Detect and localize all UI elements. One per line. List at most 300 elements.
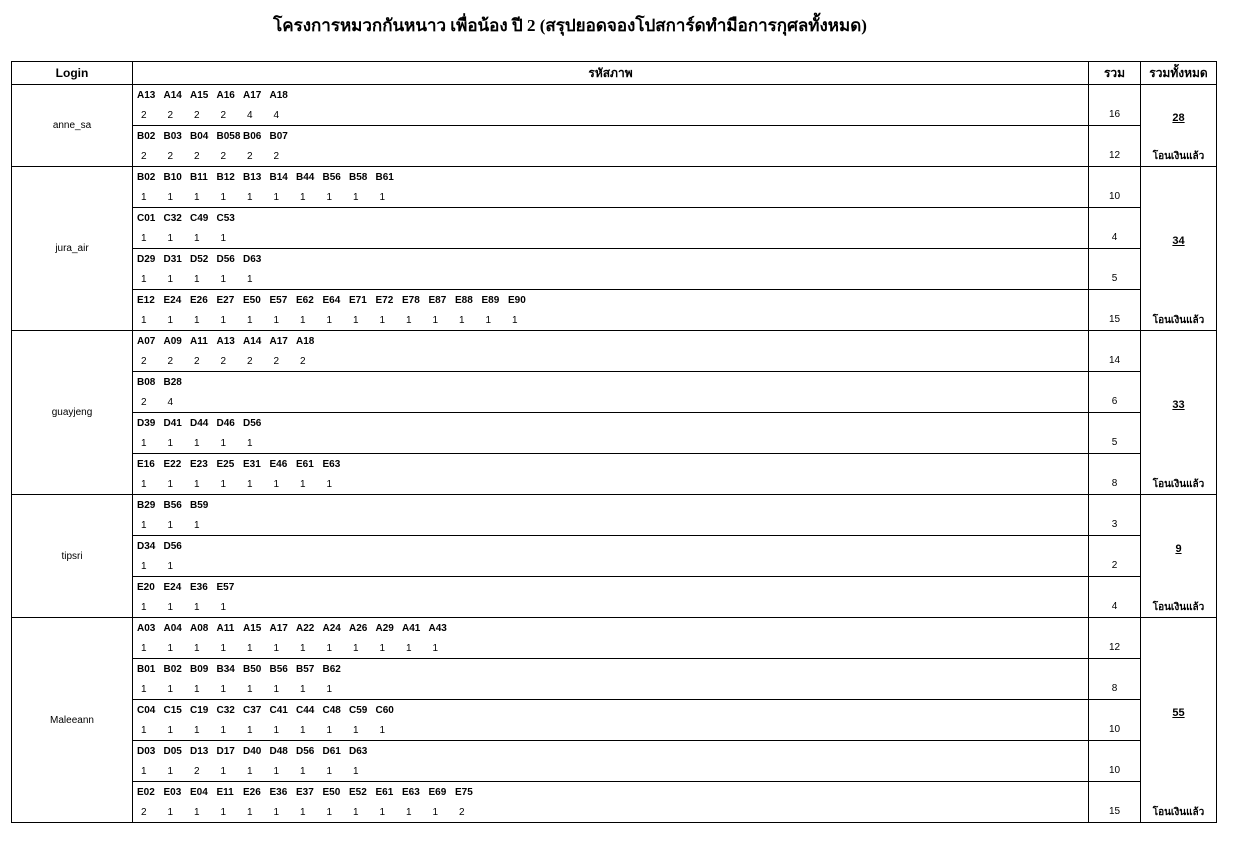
table-row (12, 167, 1217, 208)
group-sum: 15 (1108, 806, 1121, 817)
image-code: D03 (137, 746, 156, 757)
group-sum-cell (1089, 495, 1141, 536)
code-line (133, 208, 1088, 228)
image-code: E20 (137, 582, 155, 593)
image-code: A18 (296, 336, 315, 347)
image-code: D17 (216, 746, 235, 757)
login-cell: guayjeng (12, 331, 133, 495)
image-qty: 1 (353, 192, 359, 203)
codes-cell (133, 126, 1089, 167)
image-qty: 1 (141, 602, 147, 613)
user-total: 28 (1172, 112, 1185, 124)
image-code: B56 (269, 664, 288, 675)
image-code: D63 (243, 254, 262, 265)
code-line (133, 700, 1088, 720)
image-qty: 1 (326, 766, 333, 777)
image-qty: 1 (220, 602, 227, 613)
image-code: B03 (163, 131, 182, 142)
image-code: B62 (322, 664, 341, 675)
image-qty: 1 (141, 479, 147, 490)
table-row (12, 536, 1217, 577)
image-qty: 2 (167, 110, 174, 121)
image-code: A41 (402, 623, 421, 634)
image-qty: 1 (273, 684, 280, 695)
image-code: D13 (190, 746, 209, 757)
group-sum: 3 (1111, 519, 1118, 530)
user-total: 33 (1172, 399, 1185, 411)
codes-cell (133, 85, 1089, 126)
qty-line (133, 269, 1088, 289)
image-code: A07 (137, 336, 156, 347)
image-code: B06 (243, 131, 262, 142)
table-row (12, 208, 1217, 249)
group-sum: 16 (1108, 109, 1121, 120)
image-qty: 2 (141, 151, 147, 162)
user-total-cell (1141, 495, 1217, 618)
image-qty: 1 (432, 807, 439, 818)
image-code: C48 (322, 705, 341, 716)
image-qty: 1 (379, 315, 386, 326)
image-qty: 1 (326, 725, 333, 736)
code-line (133, 413, 1088, 433)
codes-cell (133, 331, 1089, 372)
image-code: E75 (455, 787, 473, 798)
image-qty: 1 (247, 643, 253, 654)
image-code: C41 (269, 705, 288, 716)
image-qty: 1 (194, 315, 200, 326)
group-sum-cell (1089, 331, 1141, 372)
code-line (133, 454, 1088, 474)
image-qty: 1 (194, 479, 200, 490)
group-sum-cell (1089, 577, 1141, 618)
image-qty: 1 (273, 479, 280, 490)
image-qty: 1 (220, 643, 227, 654)
image-code: E27 (216, 295, 235, 306)
image-code: E52 (349, 787, 367, 798)
image-code: B59 (190, 500, 209, 511)
code-line (133, 495, 1088, 515)
codes-cell (133, 659, 1089, 700)
qty-line (133, 228, 1088, 248)
image-qty: 1 (300, 684, 306, 695)
image-qty: 1 (406, 643, 412, 654)
image-qty: 1 (247, 479, 253, 490)
image-qty: 1 (300, 315, 306, 326)
login-cell: jura_air (12, 167, 133, 331)
image-code: D63 (349, 746, 368, 757)
codes-cell (133, 577, 1089, 618)
image-code: B058 (216, 131, 241, 142)
image-code: B09 (190, 664, 209, 675)
image-qty: 1 (220, 684, 227, 695)
image-code: A11 (216, 623, 235, 634)
table-header-row (12, 62, 1217, 85)
image-code: E72 (375, 295, 394, 306)
image-qty: 1 (485, 315, 492, 326)
image-qty: 1 (220, 807, 227, 818)
image-code: B61 (375, 172, 394, 183)
group-sum-cell (1089, 536, 1141, 577)
image-qty: 1 (167, 520, 174, 531)
image-qty: 1 (406, 315, 412, 326)
image-code: B02 (137, 131, 156, 142)
image-qty: 1 (459, 315, 465, 326)
login-cell: Maleeann (12, 618, 133, 823)
image-qty: 1 (432, 315, 439, 326)
user-total-cell (1141, 167, 1217, 331)
payment-status: โอนเงินแล้ว (1152, 807, 1205, 818)
group-sum-cell (1089, 454, 1141, 495)
image-code: A09 (163, 336, 182, 347)
table-row (12, 290, 1217, 331)
image-qty: 1 (326, 807, 333, 818)
image-qty: 1 (220, 274, 227, 285)
table-row (12, 700, 1217, 741)
image-qty: 2 (220, 356, 227, 367)
image-code: E26 (243, 787, 261, 798)
image-code: B56 (163, 500, 182, 511)
group-sum-cell (1089, 618, 1141, 659)
group-sum-cell (1089, 372, 1141, 413)
header-login: Login (12, 62, 133, 85)
image-code: C44 (296, 705, 315, 716)
image-code: C19 (190, 705, 209, 716)
image-qty: 2 (194, 356, 200, 367)
image-code: D29 (137, 254, 156, 265)
group-sum: 10 (1108, 191, 1121, 202)
group-sum-cell (1089, 741, 1141, 782)
qty-line (133, 802, 1088, 822)
image-code: C60 (375, 705, 394, 716)
user-total-cell (1141, 85, 1217, 167)
image-code: D48 (269, 746, 288, 757)
image-qty: 1 (326, 479, 333, 490)
codes-cell (133, 413, 1089, 454)
image-qty: 2 (167, 151, 174, 162)
user-total: 34 (1172, 235, 1185, 247)
image-qty: 2 (273, 151, 280, 162)
image-code: B04 (190, 131, 209, 142)
group-sum: 4 (1111, 232, 1118, 243)
image-qty: 1 (141, 766, 147, 777)
image-code: D61 (322, 746, 341, 757)
image-qty: 1 (247, 766, 253, 777)
group-sum: 5 (1111, 437, 1118, 448)
image-code: B12 (216, 172, 235, 183)
image-qty: 1 (194, 643, 200, 654)
image-code: D05 (163, 746, 182, 757)
image-qty: 1 (194, 192, 200, 203)
image-code: D31 (163, 254, 182, 265)
image-qty: 1 (141, 725, 147, 736)
image-code: E57 (269, 295, 288, 306)
image-qty: 1 (353, 807, 359, 818)
code-line (133, 126, 1088, 146)
image-qty: 2 (141, 110, 147, 121)
image-code: A17 (269, 623, 288, 634)
table-row (12, 659, 1217, 700)
login-cell: anne_sa (12, 85, 133, 167)
image-qty: 1 (247, 274, 253, 285)
image-qty: 1 (167, 561, 174, 572)
image-qty: 1 (220, 725, 227, 736)
codes-cell (133, 167, 1089, 208)
image-code: E31 (243, 459, 261, 470)
image-qty: 4 (167, 397, 174, 408)
codes-cell (133, 249, 1089, 290)
code-line (133, 249, 1088, 269)
image-qty: 1 (167, 643, 174, 654)
image-code: C32 (216, 705, 235, 716)
image-code: E03 (163, 787, 182, 798)
table-body (12, 85, 1217, 823)
image-code: A24 (322, 623, 341, 634)
image-qty: 1 (326, 643, 333, 654)
qty-line (133, 392, 1088, 412)
image-qty: 2 (220, 151, 227, 162)
image-code: A15 (190, 90, 209, 101)
group-sum: 8 (1111, 683, 1118, 694)
code-line (133, 331, 1088, 351)
image-code: C59 (349, 705, 368, 716)
image-code: B01 (137, 664, 156, 675)
image-qty: 1 (300, 192, 306, 203)
image-qty: 4 (247, 110, 253, 121)
image-code: A43 (428, 623, 447, 634)
image-code: C37 (243, 705, 262, 716)
image-qty: 1 (300, 479, 306, 490)
image-code: B07 (269, 131, 288, 142)
table-row (12, 495, 1217, 536)
qty-line (133, 720, 1088, 740)
qty-line (133, 515, 1088, 535)
group-sum-cell (1089, 290, 1141, 331)
qty-line (133, 556, 1088, 576)
image-qty: 1 (273, 643, 280, 654)
image-qty: 1 (167, 192, 174, 203)
image-code: D44 (190, 418, 209, 429)
image-qty: 2 (273, 356, 280, 367)
image-qty: 1 (379, 725, 386, 736)
group-sum: 8 (1111, 478, 1118, 489)
image-qty: 1 (247, 192, 253, 203)
group-sum-cell (1089, 659, 1141, 700)
group-sum-cell (1089, 126, 1141, 167)
image-qty: 1 (353, 315, 359, 326)
image-qty: 1 (353, 766, 359, 777)
image-qty: 2 (459, 807, 465, 818)
image-code: E62 (296, 295, 314, 306)
image-qty: 1 (353, 643, 359, 654)
image-code: A15 (243, 623, 262, 634)
image-code: A08 (190, 623, 209, 634)
image-code: E22 (163, 459, 182, 470)
header-total: รวมทั้งหมด (1141, 62, 1217, 85)
group-sum: 10 (1108, 765, 1121, 776)
group-sum: 12 (1108, 150, 1121, 161)
table-row (12, 85, 1217, 126)
image-code: B57 (296, 664, 315, 675)
image-qty: 2 (220, 110, 227, 121)
image-qty: 1 (141, 561, 147, 572)
image-code: E78 (402, 295, 420, 306)
image-code: E37 (296, 787, 314, 798)
codes-cell (133, 536, 1089, 577)
codes-cell (133, 208, 1089, 249)
image-code: A16 (216, 90, 235, 101)
page-title: โครงการหมวกกันหนาว เพื่อน้อง ปี 2 (สรุปยอดจองโปสการ์ดทำมือการกุศลทั้งหมด) (273, 16, 867, 35)
image-code: C49 (190, 213, 209, 224)
image-qty: 1 (141, 520, 147, 531)
image-qty: 1 (300, 725, 306, 736)
image-qty: 1 (273, 807, 280, 818)
image-code: E26 (190, 295, 208, 306)
image-qty: 2 (141, 356, 147, 367)
group-sum: 12 (1108, 642, 1121, 653)
image-code: B34 (216, 664, 235, 675)
image-qty: 1 (141, 233, 147, 244)
image-code: C53 (216, 213, 235, 224)
image-qty: 1 (167, 684, 174, 695)
image-qty: 1 (194, 602, 200, 613)
image-code: E50 (243, 295, 261, 306)
image-code: D40 (243, 746, 262, 757)
image-qty: 1 (273, 315, 280, 326)
image-qty: 1 (247, 438, 253, 449)
image-qty: 1 (141, 315, 147, 326)
code-line (133, 741, 1088, 761)
table-row (12, 741, 1217, 782)
image-code: E25 (216, 459, 235, 470)
image-qty: 1 (379, 192, 386, 203)
image-code: C32 (163, 213, 182, 224)
image-qty: 2 (194, 110, 200, 121)
image-qty: 1 (512, 315, 518, 326)
image-code: E63 (322, 459, 341, 470)
code-line (133, 167, 1088, 187)
image-code: A13 (216, 336, 235, 347)
image-code: D46 (216, 418, 235, 429)
image-qty: 1 (247, 315, 253, 326)
image-code: E90 (508, 295, 526, 306)
table-row (12, 372, 1217, 413)
image-code: C01 (137, 213, 156, 224)
image-qty: 1 (194, 684, 200, 695)
image-qty: 1 (141, 438, 147, 449)
group-sum: 10 (1108, 724, 1121, 735)
group-sum-cell (1089, 413, 1141, 454)
image-qty: 1 (220, 479, 227, 490)
image-code: B14 (269, 172, 288, 183)
group-sum: 4 (1111, 601, 1118, 612)
image-code: A03 (137, 623, 156, 634)
image-qty: 1 (167, 479, 174, 490)
user-total: 55 (1172, 706, 1185, 719)
group-sum-cell (1089, 782, 1141, 823)
qty-line (133, 105, 1088, 125)
image-qty: 1 (273, 725, 280, 736)
image-qty: 1 (141, 274, 147, 285)
image-code: D56 (296, 746, 315, 757)
code-line (133, 372, 1088, 392)
image-code: D56 (163, 541, 182, 552)
image-code: E61 (375, 787, 394, 798)
qty-line (133, 433, 1088, 453)
image-qty: 1 (326, 192, 333, 203)
qty-line (133, 146, 1088, 166)
image-qty: 1 (247, 684, 253, 695)
image-qty: 1 (300, 643, 306, 654)
codes-cell (133, 290, 1089, 331)
table-row (12, 413, 1217, 454)
payment-status: โอนเงินแล้ว (1152, 479, 1205, 490)
image-code: A22 (296, 623, 315, 634)
image-qty: 4 (273, 110, 280, 121)
qty-line (133, 679, 1088, 699)
qty-line (133, 761, 1088, 781)
image-qty: 1 (141, 643, 147, 654)
image-qty: 1 (273, 192, 280, 203)
code-line (133, 536, 1088, 556)
image-code: B08 (137, 377, 156, 388)
image-code: D52 (190, 254, 209, 265)
image-code: B11 (190, 172, 208, 183)
image-code: E71 (349, 295, 367, 306)
image-qty: 2 (300, 356, 306, 367)
image-code: E36 (190, 582, 208, 593)
image-qty: 2 (194, 766, 200, 777)
image-qty: 1 (220, 766, 227, 777)
image-qty: 1 (167, 438, 174, 449)
image-code: A14 (243, 336, 262, 347)
payment-status: โอนเงินแล้ว (1152, 315, 1205, 326)
code-line (133, 618, 1088, 638)
group-sum: 6 (1111, 396, 1118, 407)
code-line (133, 782, 1088, 802)
image-code: E12 (137, 295, 155, 306)
image-code: E61 (296, 459, 314, 470)
group-sum-cell (1089, 700, 1141, 741)
codes-cell (133, 700, 1089, 741)
image-qty: 2 (194, 151, 200, 162)
image-qty: 2 (247, 356, 253, 367)
group-sum-cell (1089, 208, 1141, 249)
image-qty: 1 (167, 725, 174, 736)
image-code: B02 (137, 172, 156, 183)
table-row (12, 126, 1217, 167)
image-qty: 1 (300, 807, 306, 818)
codes-cell (133, 618, 1089, 659)
image-code: B13 (243, 172, 262, 183)
code-line (133, 577, 1088, 597)
image-code: E23 (190, 459, 208, 470)
qty-line (133, 597, 1088, 617)
image-code: A17 (243, 90, 262, 101)
image-code: E16 (137, 459, 155, 470)
qty-line (133, 187, 1088, 207)
image-code: E64 (322, 295, 341, 306)
image-code: D56 (216, 254, 235, 265)
image-qty: 1 (300, 766, 306, 777)
codes-cell (133, 782, 1089, 823)
table-row (12, 577, 1217, 618)
codes-cell (133, 741, 1089, 782)
image-code: E57 (216, 582, 235, 593)
image-code: B44 (296, 172, 315, 183)
table-row (12, 454, 1217, 495)
login-cell: tipsri (12, 495, 133, 618)
code-line (133, 85, 1088, 105)
